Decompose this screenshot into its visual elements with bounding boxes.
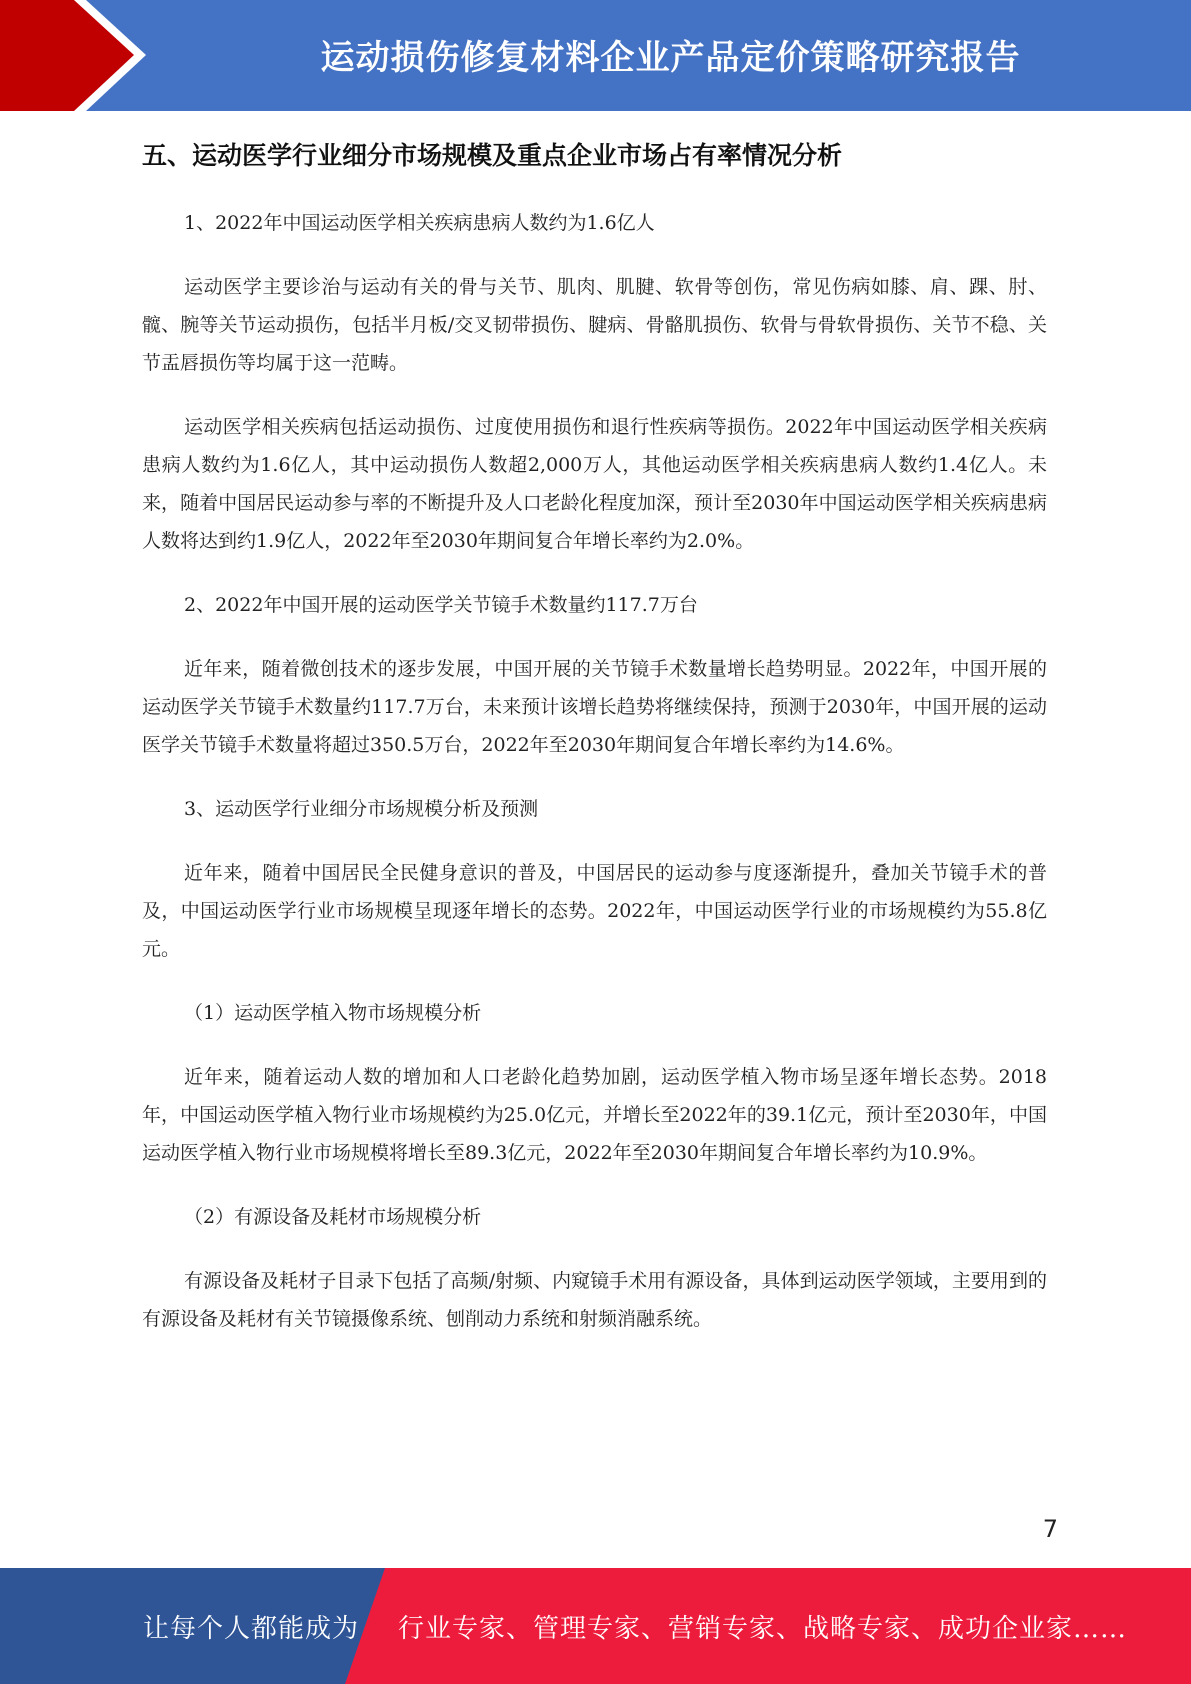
page-header (0, 0, 1191, 111)
page-footer (0, 1568, 1191, 1684)
paragraph-2: 运动医学相关疾病包括运动损伤、过度使用损伤和退行性疾病等损伤。2022年中国运动医学相关疾病患病人数约为1.6亿人，其中运动损伤人数超2,000万人，其他运动医学相关疾病患病人数约1.4亿人。未来，随着中国居民运动参与率的不断提升及人口老龄化程度加深，预计至2030年中国运动医学相关疾病患病人数将达到约1.9亿人，2022年至2030年期间复合年增长率约为2.0%。 (142, 416, 1047, 552)
subheading-3: 3、运动医学行业细分市场规模分析及预测 (184, 798, 539, 820)
paragraph-3: 近年来，随着微创技术的逐步发展，中国开展的关节镜手术数量增长趋势明显。2022年，中国开展的运动医学关节镜手术数量约117.7万台，未来预计该增长趋势将继续保持，预测于2030年，中国开展的运动医学关节镜手术数量将超过350.5万台，2022年至2030年期间复合年增长率约为14.6%。 (142, 658, 1047, 756)
paragraph-1: 运动医学主要诊治与运动有关的骨与关节、肌肉、肌腱、软骨等创伤，常见伤病如膝、肩、踝、肘、髋、腕等关节运动损伤，包括半月板/交叉韧带损伤、腱病、骨骼肌损伤、软骨与骨软骨损伤、关节不稳、关节盂唇损伤等均属于这一范畴。 (142, 276, 1047, 374)
paragraph-4: 近年来，随着中国居民全民健身意识的普及，中国居民的运动参与度逐渐提升，叠加关节镜手术的普及，中国运动医学行业市场规模呈现逐年增长的态势。2022年，中国运动医学行业的市场规模约为55.8亿元。 (142, 862, 1047, 960)
paragraph-5: 近年来，随着运动人数的增加和人口老龄化趋势加剧，运动医学植入物市场呈逐年增长态势。2018年，中国运动医学植入物行业市场规模约为25.0亿元，并增长至2022年的39.1亿元，预计至2030年，中国运动医学植入物行业市场规模将增长至89.3亿元，2022年至2030年期间复合年增长率约为10.9%。 (142, 1066, 1047, 1164)
header-chevron-icon (0, 0, 160, 111)
main-content (142, 124, 1047, 1338)
subheading-5: （2）有源设备及耗材市场规模分析 (184, 1206, 482, 1228)
page-number: 7 (1042, 1515, 1058, 1543)
report-title: 运动损伤修复材料企业产品定价策略研究报告 (320, 37, 1021, 78)
subheading-4: （1）运动医学植入物市场规模分析 (184, 1002, 482, 1024)
section-title: 五、运动医学行业细分市场规模及重点企业市场占有率情况分析 (142, 141, 843, 170)
subheading-2: 2、2022年中国开展的运动医学关节镜手术数量约117.7万台 (184, 594, 698, 616)
footer-slogan-left: 让每个人都能成为 (143, 1613, 360, 1644)
subheading-1: 1、2022年中国运动医学相关疾病患病人数约为1.6亿人 (184, 212, 655, 234)
paragraph-6: 有源设备及耗材子目录下包括了高频/射频、内窥镜手术用有源设备，具体到运动医学领域，主要用到的有源设备及耗材有关节镜摄像系统、刨削动力系统和射频消融系统。 (142, 1270, 1047, 1330)
footer-slogan-right: 行业专家、管理专家、营销专家、战略专家、成功企业家…… (398, 1613, 1128, 1644)
